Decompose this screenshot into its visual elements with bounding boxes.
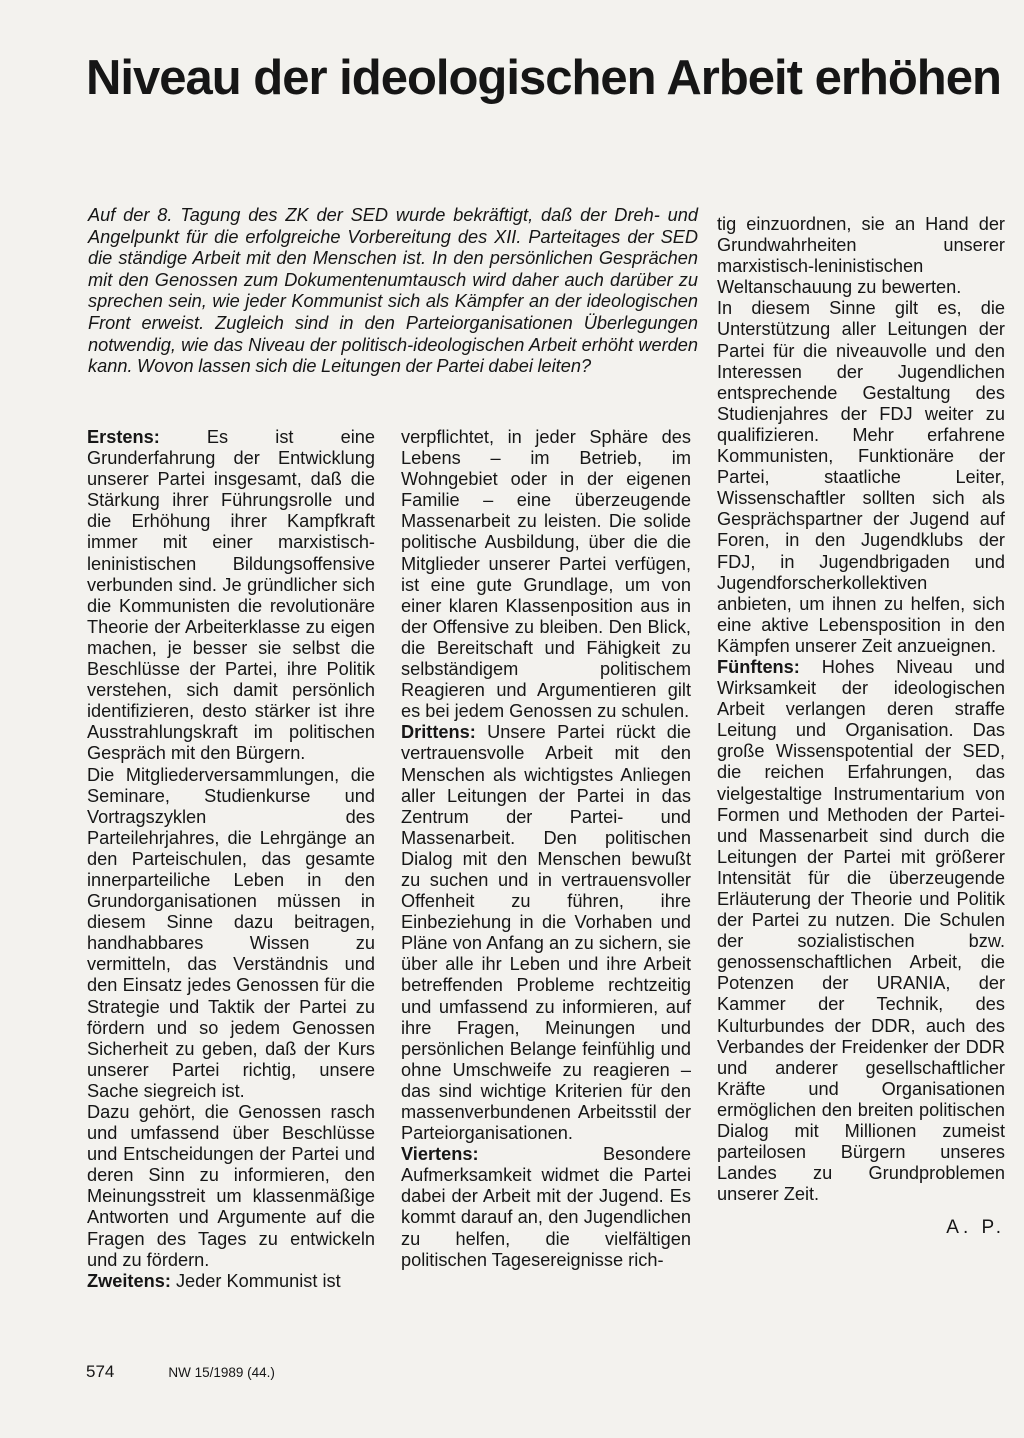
page-number: 574 [86,1362,115,1381]
paragraph-text: Jeder Kommunist ist [170,1270,341,1291]
article-title: Niveau der ideologischen Arbeit erhöhen [86,51,1001,105]
paragraph-text: Unsere Partei rückt die vertrauensvolle Arbeit mit den Menschen als wichtigstes Anliegen aller Leitungen der Partei in das Zentrum der Partei- und Massenarbeit. Den politischen Dialog mit den Menschen bewußt zu suchen und in vertrauensvoller Offenheit zu führen, ihre Einbeziehung in die Vorhaben und Pläne von Anfang an zu sichern, sie über alle ihr Leben und ihre Arbeit betreffenden Probleme rechtzeitig und umfassend zu informieren, auf ihre Fragen, Meinungen und persönlichen Belange feinfühlig und ohne Umschweife zu reagieren – das sind wichtige Kriterien für den massenverbundenen Arbeitsstil der Parteiorganisationen. [401,722,691,1144]
page-footer [86,1362,275,1382]
section-lead: Fünftens: [717,656,800,677]
paragraph [87,427,375,765]
issue-reference: NW 15/1989 (44.) [168,1365,275,1380]
paragraph: Dazu gehört, die Genossen rasch und umfassend über Beschlüsse und Entscheidungen der Partei und deren Sinn zu informieren, den Meinungsstreit um klassenmäßige Antworten und Argumente auf die Fragen des Tages zu entwickeln und zu fördern. [87,1102,375,1270]
section-lead: Drittens: [401,722,476,743]
article-intro: Auf der 8. Tagung des ZK der SED wurde bekräftigt, daß der Dreh- und Angelpunkt für die erfolgreiche Vorbereitung des XII. Parteitages der SED die ständige Arbeit mit den Menschen ist. In den persönlichen Gesprächen mit den Genossen zum Dokumentenumtausch wird daher auch darüber zu sprechen sein, wie jeder Kommunist sich als Kämpfer an der ideologischen Front erweist. Zugleich sind in den Parteiorganisationen Überlegungen notwendig, wie das Niveau der politisch-ideologischen Arbeit erhöht werden kann. Wovon lassen sich die Leitungen der Partei dabei leiten? [88,205,698,377]
column-2 [401,427,691,1271]
paragraph [401,722,691,1144]
paragraph [401,1144,691,1271]
column-3 [717,214,1005,1239]
section-lead: Zweitens: [87,1270,171,1291]
paragraph-text: Hohes Niveau und Wirksamkeit der ideologischen Arbeit verlangen deren straffe Leitung und Organisation. Das große Wissenspotential der SED, die reichen Erfahrungen, das vielgestaltige Instrumentarium von Formen und Methoden der Partei- und Massenarbeit sind durch die Leitungen der Partei mit größerer Intensität für die überzeugende Erläuterung der Theorie und Politik der Partei zu nutzen. Die Schulen der sozialistischen bzw. genossenschaftlichen Arbeit, die Potenzen der URANIA, der Kammer der Technik, des Kulturbundes der DDR, auch des Verbandes der Freidenker der DDR und anderer gesellschaftlicher Kräfte und Organisationen ermöglichen den breiten politischen Dialog mit Millionen zumeist parteilosen Bürgern unseres Landes zu Grundproblemen unserer Zeit. [717,656,1005,1205]
paragraph: In diesem Sinne gilt es, die Unterstützung aller Leitungen der Partei für die niveauvolle und den Interessen der Jugendlichen entsprechende Gestaltung des Studienjahres der FDJ weiter zu qualifizieren. Mehr erfahrene Kommunisten, Funktionäre der Partei, staatliche Leiter, Wissenschaftler sollten sich als Gesprächspartner der Jugend auf Foren, in den Jugendklubs der FDJ, in Jugendbrigaden und Jugendforscherkollektiven anbieten, um ihnen zu helfen, sich eine aktive Lebensposition in den Kämpfen unserer Zeit anzueignen. [717,298,1005,656]
section-lead: Erstens: [87,427,160,447]
paragraph [87,1271,375,1292]
paragraph [717,657,1005,1205]
paragraph: verpflichtet, in jeder Sphäre des Lebens – im Betrieb, im Wohngebiet oder in der eigenen Familie – eine überzeugende Massenarbeit zu leisten. Die solide politische Ausbildung, über die die Mitglieder unserer Partei verfügen, ist eine gute Grundlage, um von einer klaren Klassenposition aus in der Offensive zu bleiben. Den Blick, die Bereitschaft und Fähigkeit zu selbständigem politischem Reagieren und Argumentieren gilt es bei jedem Genossen zu schulen. [401,427,691,722]
paragraph-text: Besondere Aufmerksamkeit widmet die Partei dabei der Arbeit mit der Jugend. Es kommt darauf an, den Jugendlichen zu helfen, die vielfältigen politischen Tagesereignisse rich- [401,1144,691,1270]
paragraph-text: Es ist eine Grunderfahrung der Entwicklung unserer Partei insgesamt, daß die Stärkung ihrer Führungsrolle und die Erhöhung ihrer Kampfkraft immer mit einer marxistisch-leninistischen Bildungsoffensive verbunden sind. Je gründlicher sich die Kommunisten die revolutionäre Theorie der Arbeiterklasse zu eigen machen, je besser sie selbst die Beschlüsse der Partei, ihre Politik verstehen, sich damit persönlich identifizieren, desto stärker ist ihre Ausstrahlungskraft im politischen Gespräch mit den Bürgern. [87,427,375,764]
paragraph: Die Mitgliederversammlungen, die Seminare, Studienkurse und Vortragszyklen des Parteilehrjahres, die Lehrgänge an den Parteischulen, das gesamte innerparteiliche Leben in den Grundorganisationen müssen in diesem Sinne dazu beitragen, handhabbares Wissen zu vermitteln, das Verständnis und den Einsatz jedes Genossen für die Strategie und Taktik der Partei zu fördern und so jedem Genossen Sicherheit zu geben, daß der Kurs unserer Partei richtig, unsere Sache siegreich ist. [87,764,375,1101]
section-lead: Viertens: [401,1144,479,1165]
column-1 [87,427,375,1292]
author-signature: A. P. [946,1217,1005,1239]
paragraph: tig einzuordnen, sie an Hand der Grundwahrheiten unserer marxistisch-leninistischen Weltanschauung zu bewerten. [717,214,1005,298]
